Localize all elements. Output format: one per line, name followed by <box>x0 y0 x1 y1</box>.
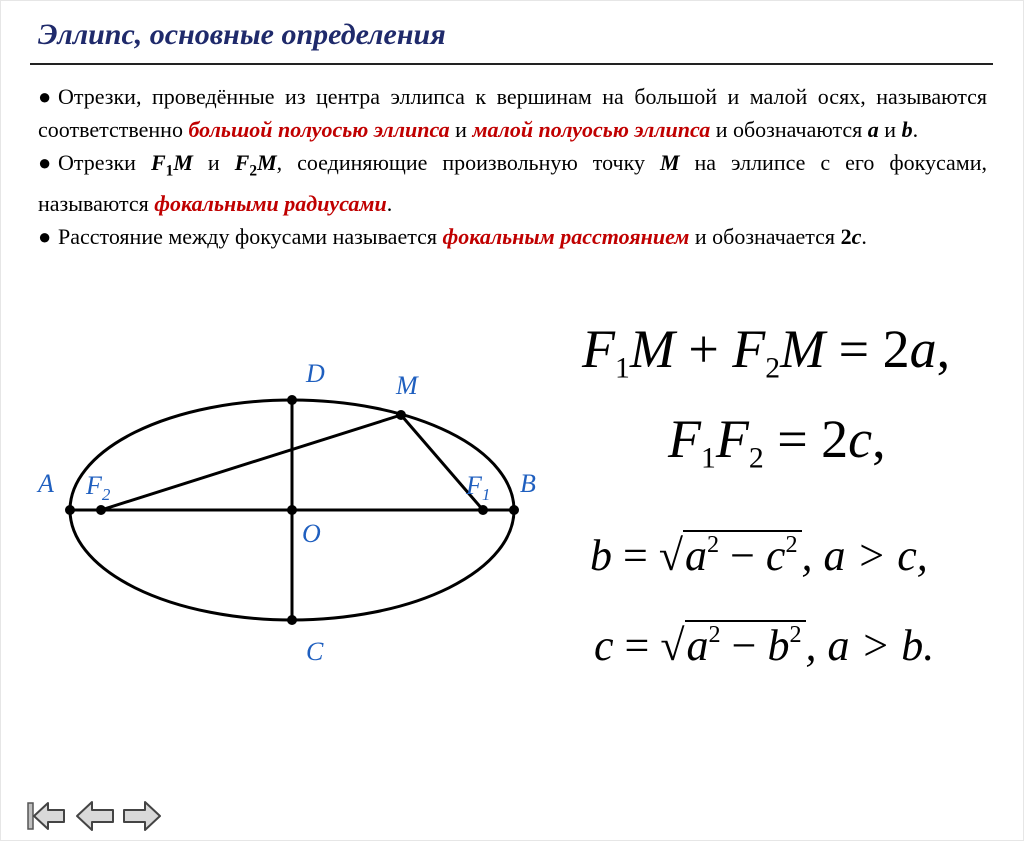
formula-focal-sum: $F_1M + F_2M = 2a$, <box>582 319 951 385</box>
bullet-text-run: 1 <box>165 162 174 180</box>
bullet-dot-icon: ● <box>38 224 52 250</box>
bullet-text-run: . <box>912 117 919 142</box>
bullet-text-run: M <box>173 150 193 175</box>
slide-title: Эллипс, основные определения <box>38 18 446 51</box>
bullet-text-run: a <box>867 117 879 142</box>
radicand: $a^2 - c^2$ <box>683 530 802 579</box>
sqrt-icon: √ <box>660 621 685 671</box>
point-f2 <box>96 505 106 515</box>
bullet-text-run: 2 <box>249 162 258 180</box>
bullet-text-run: . <box>861 224 867 250</box>
point-c <box>287 615 297 625</box>
highlighted-term: большой полуосью эллипса <box>188 117 450 142</box>
bullet-text-run: F <box>234 150 250 175</box>
segment-f2m <box>101 415 401 510</box>
highlighted-term: малой полуосью эллипса <box>472 117 711 142</box>
label-f2: $F_2$ <box>86 471 111 504</box>
sqrt-icon: √ <box>658 531 683 581</box>
bullet-text-run: Отрезки, проведённые из центра эллипса к вершинам на большой и малой осях, называются соответственно <box>38 84 987 142</box>
bullet-text-run: и <box>878 117 902 142</box>
point-d <box>287 395 297 405</box>
point-a <box>65 505 75 515</box>
bullet-text-run: , соединяющие произвольную точку <box>276 150 660 175</box>
highlighted-term: фокальным расстоянием <box>442 224 690 250</box>
point-o <box>287 505 297 515</box>
label-a: A <box>38 469 54 498</box>
bullet-text-run: . <box>386 191 393 217</box>
bullet-text-run: c <box>851 224 862 250</box>
bullet-text-run: и <box>192 150 235 175</box>
bullet-text-run: b <box>901 117 913 142</box>
label-d: D <box>306 359 325 388</box>
highlighted-term: фокальными радиусами <box>154 191 387 217</box>
point-b <box>509 505 519 515</box>
formula-b-relation: $b = √a^2 - c^2$, a > c, <box>590 531 928 581</box>
bullet-dot-icon: ● <box>38 84 52 109</box>
forward-arrow-icon[interactable] <box>121 799 163 833</box>
bullet-text-run: и обозначаются <box>710 117 868 142</box>
bullet-text-run: 2 <box>840 224 852 250</box>
bullet-text-run: M <box>257 150 277 175</box>
bullet-text-run: F <box>150 150 166 175</box>
label-o: O <box>302 519 321 548</box>
label-f1: $F_1$ <box>466 471 491 504</box>
bullet-text-run: и обозначается <box>689 224 841 250</box>
formula-c-relation: $c = √a^2 - b^2$, a > b. <box>594 621 935 671</box>
radicand: $a^2 - b^2$ <box>685 620 806 669</box>
first-slide-icon[interactable] <box>26 799 68 833</box>
bullet-dot-icon: ● <box>38 150 52 175</box>
formula-focal-distance: $F_1F_2 = 2c$, <box>668 409 886 475</box>
back-arrow-icon[interactable] <box>74 799 116 833</box>
bullet-text-run: M <box>659 150 680 175</box>
bullet-text-run: Отрезки <box>58 150 151 175</box>
bullet-text-run: Расстояние между фокусами называется <box>58 224 443 250</box>
bullet-text-run: и <box>449 117 473 142</box>
label-m: M <box>396 371 418 400</box>
point-f1 <box>478 505 488 515</box>
label-b: B <box>520 469 536 498</box>
point-m <box>396 410 406 420</box>
bullet-text-run: на эллипсе с его фокусами, называются <box>38 150 987 217</box>
label-c: C <box>306 637 324 666</box>
